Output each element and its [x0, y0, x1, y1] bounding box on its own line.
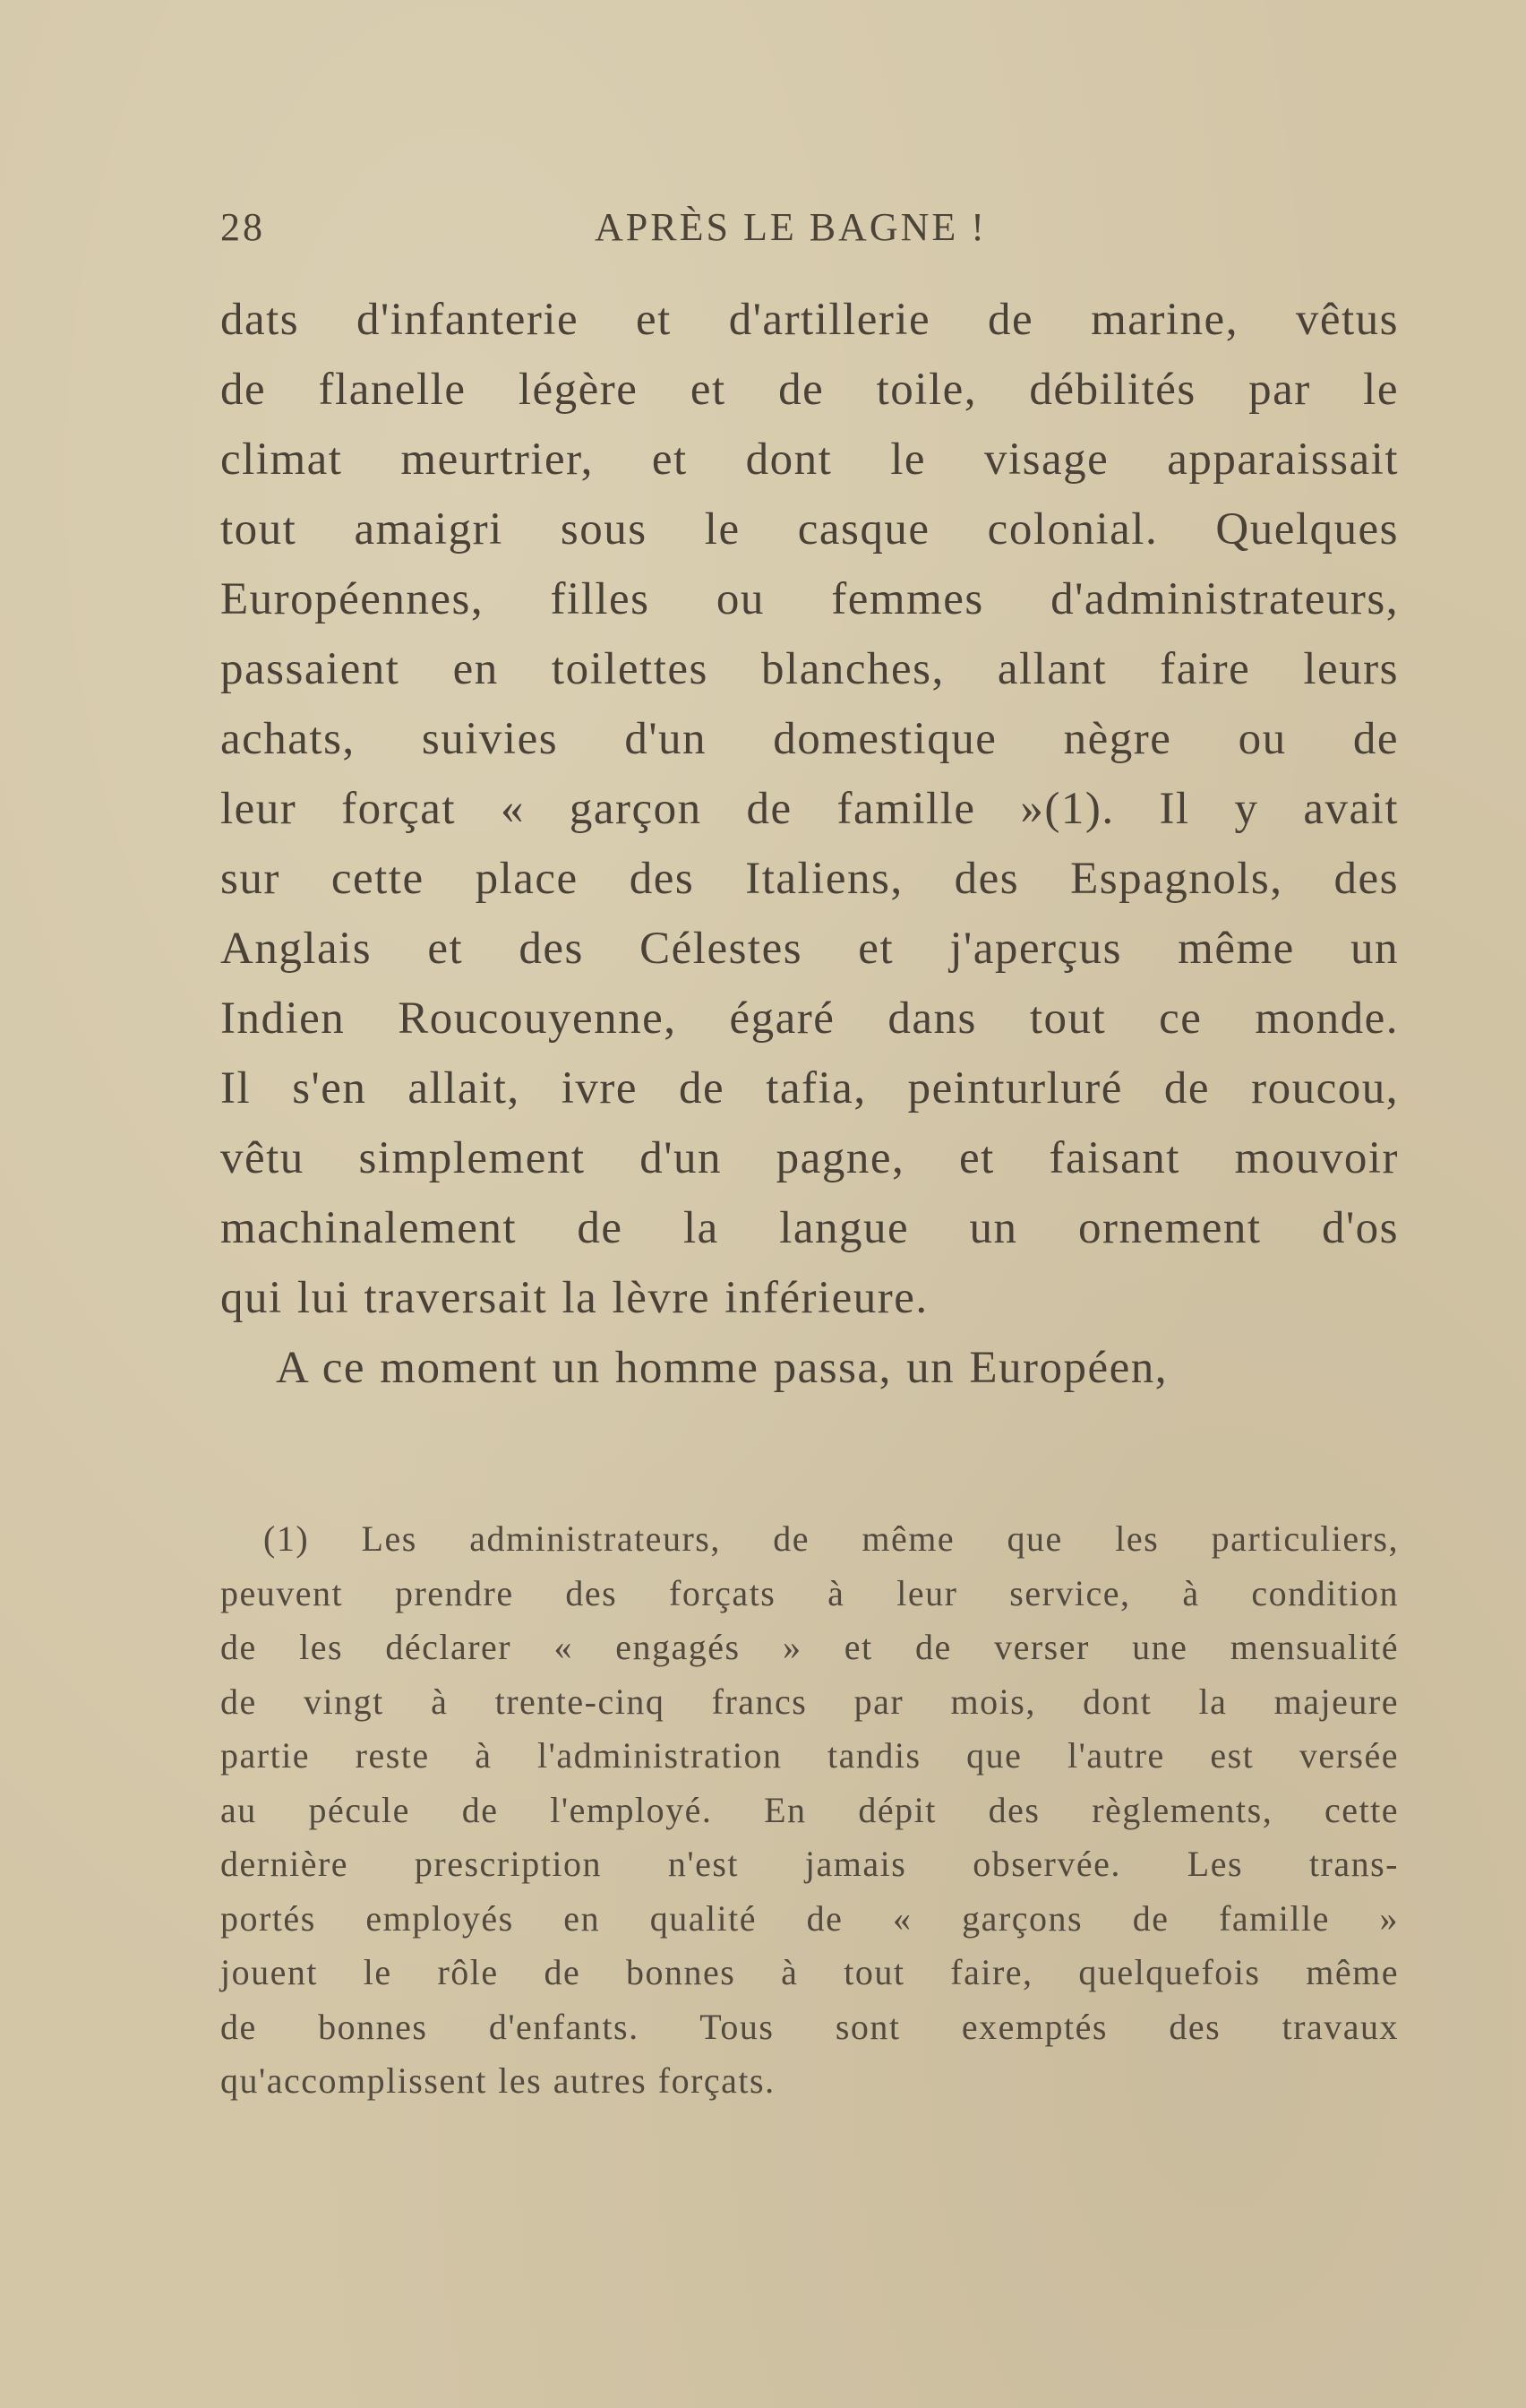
footnote-line: de bonnes d'enfants. Tous sont exemptés des travaux: [220, 2006, 1399, 2047]
body-line: achats, suivies d'un domestique nègre ou de: [220, 714, 1399, 764]
body-line: passaient en toilettes blanches, allant faire leurs: [220, 644, 1399, 694]
page-number: 28: [220, 205, 265, 249]
body-line-paragraph-start: A ce moment un homme passa, un Européen,: [276, 1343, 1169, 1393]
footnote-line: de vingt à trente-cinq francs par mois, dont la majeure: [220, 1681, 1399, 1722]
body-line: Il s'en allait, ivre de tafia, peinturluré de roucou,: [220, 1063, 1399, 1114]
running-title: APRÈS LE BAGNE !: [595, 205, 987, 249]
body-line: tout amaigri sous le casque colonial. Quelques: [220, 504, 1399, 555]
footnote-line: peuvent prendre des forçats à leur service, à condition: [220, 1572, 1399, 1613]
footnote-line: (1) Les administrateurs, de même que les particuliers,: [263, 1518, 1399, 1559]
footnote-line: jouent le rôle de bonnes à tout faire, quelquefois même: [220, 1952, 1399, 1992]
footnote-line: dernière prescription n'est jamais observée. Les trans-: [220, 1844, 1399, 1884]
footnote-line: portés employés en qualité de « garçons de famille »: [220, 1897, 1399, 1939]
body-line: dats d'infanterie et d'artillerie de marine, vêtus: [220, 295, 1399, 345]
body-line: sur cette place des Italiens, des Espagnols, des: [220, 854, 1399, 904]
body-line: qui lui traversait la lèvre inférieure.: [220, 1273, 929, 1323]
footnote-line: au pécule de l'employé. En dépit des règlements, cette: [220, 1789, 1399, 1830]
footnote: [220, 1512, 1399, 2109]
page-header: [220, 204, 1399, 258]
footnote-line: partie reste à l'administration tandis que l'autre est versée: [220, 1735, 1399, 1776]
body-line: Indien Roucouyenne, égaré dans tout ce monde.: [220, 993, 1399, 1044]
body-line: de flanelle légère et de toile, débilités par le: [220, 365, 1399, 415]
footnote-line: de les déclarer « engagés » et de verser une mensualité: [220, 1627, 1399, 1667]
footnote-line: qu'accomplissent les autres forçats.: [220, 2060, 776, 2101]
body-line: vêtu simplement d'un pagne, et faisant mouvoir: [220, 1133, 1399, 1183]
body-line: Européennes, filles ou femmes d'administrateurs,: [220, 574, 1399, 624]
body-line: climat meurtrier, et dont le visage apparaissait: [220, 434, 1399, 485]
body-line: Anglais et des Célestes et j'aperçus même un: [220, 924, 1399, 974]
body-text: [220, 285, 1399, 1403]
body-line: machinalement de la langue un ornement d'os: [220, 1203, 1399, 1253]
body-line: leur forçat « garçon de famille »(1). Il y avait: [220, 784, 1399, 834]
